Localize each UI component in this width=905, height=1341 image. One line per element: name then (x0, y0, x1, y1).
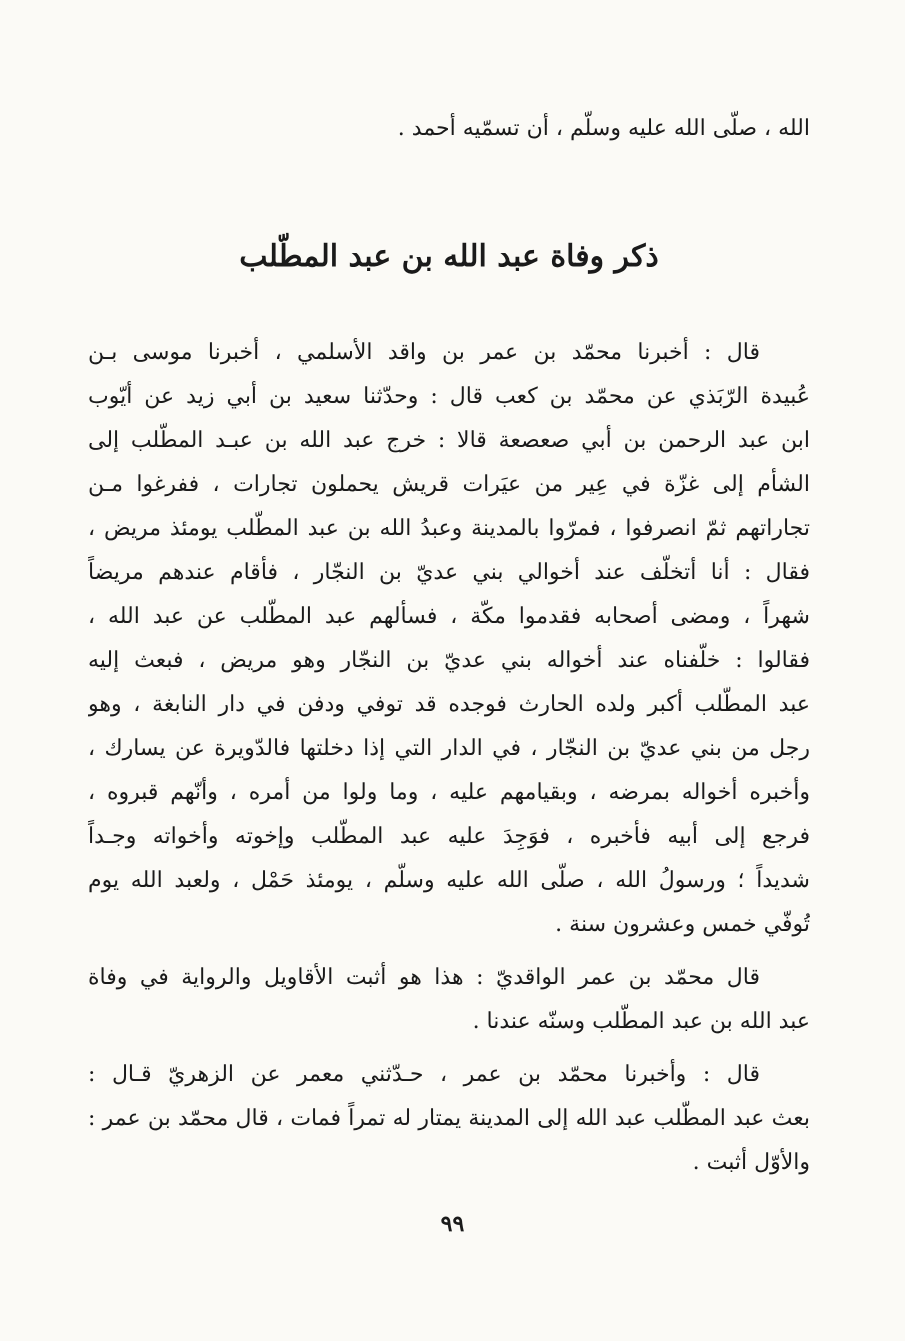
paragraph-1-line-11: وأخبره أخواله بمرضه ، وبقيامهم عليه ، وما ولوا من أمره ، وأنّهم قبروه ، (88, 780, 810, 805)
paragraph-1-line-3: ابن عبد الرحمن بن أبي صعصعة قالا : خرج عبد الله بن عبـد المطّلب إلى (88, 428, 810, 453)
paragraph-1-line-1: قال : أخبرنا محمّد بن عمر بن واقد الأسلمي ، أخبرنا موسى بـن (88, 340, 760, 365)
paragraph-1-line-10: رجل من بني عديّ بن النجّار ، في الدار التي إذا دخلتها فالدّويرة عن يسارك ، (88, 736, 810, 761)
paragraph-1-line-6: فقال : أنا أتخلّف عند أخوالي بني عديّ بن النجّار ، فأقام عندهم مريضاً (88, 560, 810, 585)
continuation-line: الله ، صلّى الله عليه وسلّم ، أن تسمّيه أحمد . (397, 116, 810, 141)
paragraph-1-line-13: شديداً ؛ ورسولُ الله ، صلّى الله عليه وسلّم ، يومئذ حَمْل ، ولعبد الله يوم (88, 868, 810, 893)
paragraph-3-line-2: بعث عبد المطّلب عبد الله إلى المدينة يمتار له تمراً فمات ، قال محمّد بن عمر : (88, 1106, 810, 1131)
paragraph-2-line-1: قال محمّد بن عمر الواقديّ : هذا هو أثبت الأقاويل والرواية في وفاة (88, 965, 760, 990)
paragraph-3-line-3: والأوّل أثبت . (692, 1150, 810, 1175)
paragraph-3-line-1: قال : وأخبرنا محمّد بن عمر ، حـدّثني معمر عن الزهريّ قـال : (88, 1062, 760, 1087)
paragraph-1-line-2: عُبيدة الرّبَذي عن محمّد بن كعب قال : وحدّثنا سعيد بن أبي زيد عن أيّوب (88, 384, 810, 409)
paragraph-1-line-12: فرجع إلى أبيه فأخبره ، فوَجِدَ عليه عبد المطّلب وإخوته وأخواته وجـداً (88, 824, 810, 849)
page-number: ٩٩ (440, 1211, 465, 1237)
paragraph-1-line-14: تُوفّي خمس وعشرون سنة . (555, 912, 810, 937)
paragraph-1-line-7: شهراً ، ومضى أصحابه فقدموا مكّة ، فسألهم عبد المطّلب عن عبد الله ، (88, 604, 810, 629)
section-heading: ذكر وفاة عبد الله بن عبد المطّلب (239, 239, 659, 274)
paragraph-1-line-8: فقالوا : خلّفناه عند أخواله بني عديّ بن النجّار وهو مريض ، فبعث إليه (88, 648, 810, 673)
paragraph-2-line-2: عبد الله بن عبد المطّلب وسنّه عندنا . (472, 1009, 810, 1034)
paragraph-1-line-9: عبد المطّلب أكبر ولده الحارث فوجده قد توفي ودفن في دار النابغة ، وهو (88, 692, 810, 717)
paragraph-1-line-4: الشأم إلى غزّة في عِير من عيَرات قريش يحملون تجارات ، ففرغوا مـن (88, 472, 810, 497)
paragraph-1-line-5: تجاراتهم ثمّ انصرفوا ، فمرّوا بالمدينة وعبدُ الله بن عبد المطّلب يومئذ مريض ، (88, 516, 810, 541)
